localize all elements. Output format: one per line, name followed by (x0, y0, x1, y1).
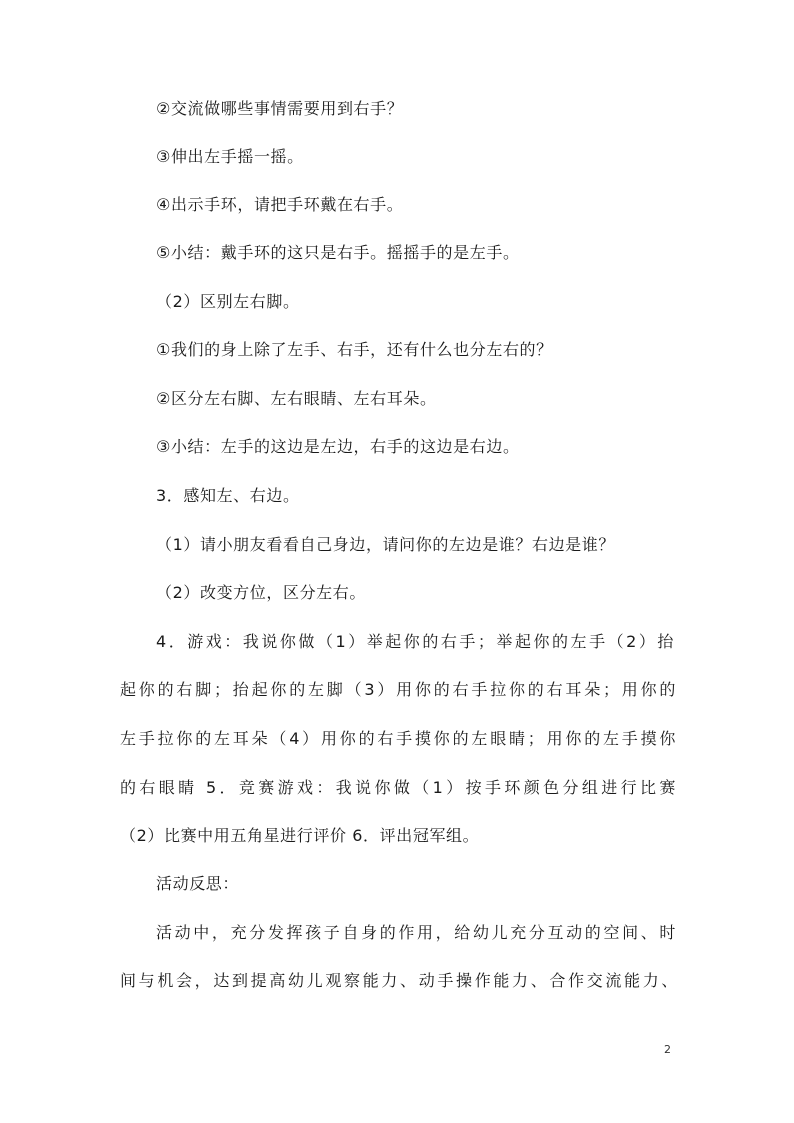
text-line: 4．游戏：我说你做（1）举起你的右手；举起你的左手（2）抬 (156, 632, 674, 651)
section-heading: 活动反思： (156, 874, 240, 893)
text-line: （1）请小朋友看看自己身边，请问你的左边是谁？右边是谁？ (156, 535, 615, 554)
text-line: ③小结：左手的这边是左边，右手的这边是右边。 (156, 437, 520, 456)
text-line: ②区分左右脚、左右眼睛、左右耳朵。 (156, 389, 437, 408)
text-line: （2）比赛中用五角星进行评价 6．评出冠军组。 (120, 826, 480, 845)
text-line: ②交流做哪些事情需要用到右手？ (156, 99, 404, 118)
text-line: ③伸出左手摇一摇。 (156, 147, 304, 166)
text-line: 间与机会，达到提高幼儿观察能力、动手操作能力、合作交流能力、 (120, 971, 678, 990)
text-line: 起你的右脚；抬起你的左脚（3）用你的右手拉你的右耳朵；用你的 (120, 680, 676, 699)
text-line: （2）改变方位，区分左右。 (156, 583, 366, 602)
text-line: 左手拉你的左耳朵（4）用你的右手摸你的左眼睛；用你的左手摸你 (120, 729, 676, 748)
text-line: ⑤小结：戴手环的这只是右手。摇摇手的是左手。 (156, 243, 520, 262)
text-line: ④出示手环，请把手环戴在右手。 (156, 195, 404, 214)
text-line: ①我们的身上除了左手、右手，还有什么也分左右的？ (156, 340, 553, 359)
text-line: 的右眼睛 5．竞赛游戏：我说你做（1）按手环颜色分组进行比赛 (120, 778, 676, 797)
page-number: 2 (664, 1043, 671, 1056)
section-heading: 3．感知左、右边。 (156, 486, 300, 505)
text-line: （2）区别左右脚。 (156, 292, 300, 311)
text-line: 活动中，充分发挥孩子自身的作用，给幼儿充分互动的空间、时 (156, 923, 676, 942)
